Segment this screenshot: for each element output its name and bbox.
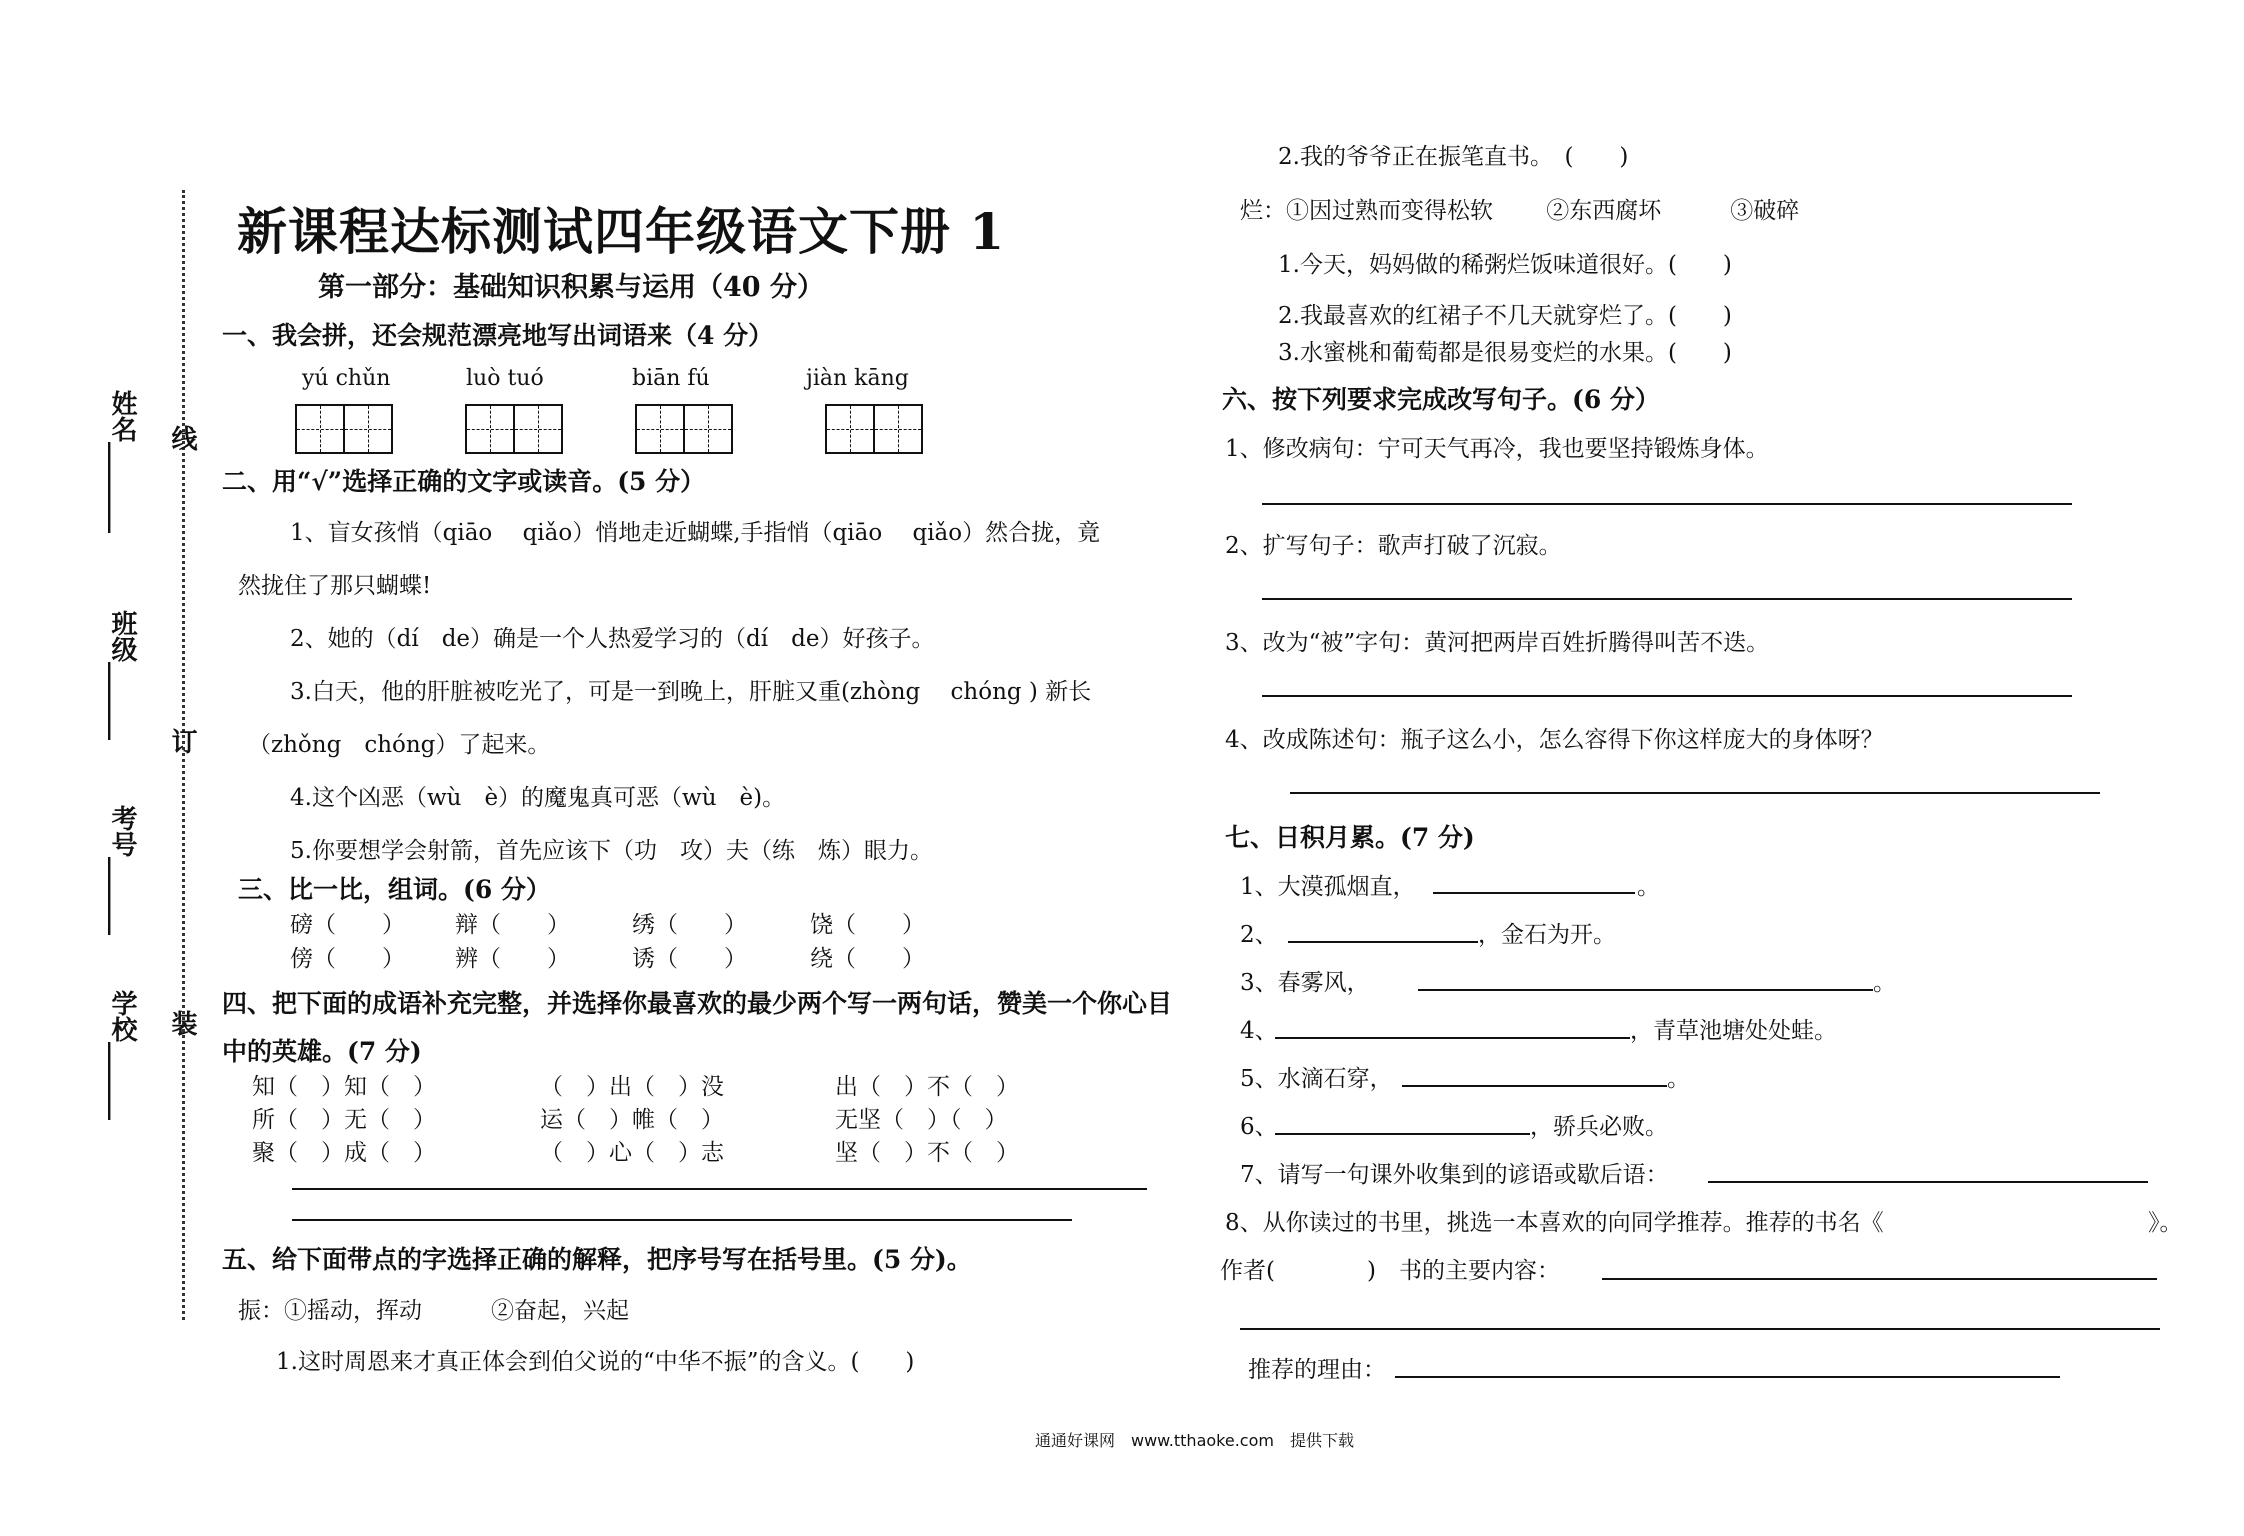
idiom: 出（ ）不（ ） xyxy=(835,1074,1019,1100)
verse-blank[interactable] xyxy=(1418,989,1873,991)
rewrite-question-4: 4、改成陈述句：瓶子这么小，怎么容得下你这样庞大的身体呀？ xyxy=(1225,727,1884,753)
section-2-line-7: 5.你要想学会射箭，首先应该下（功 攻）夫（练 炼）眼力。 xyxy=(290,838,933,864)
answer-line[interactable] xyxy=(292,1188,1147,1190)
idiom: 运（ ）帷（ ） xyxy=(540,1107,724,1133)
book-reason-blank[interactable] xyxy=(1395,1376,2060,1378)
book-reason-label: 推荐的理由： xyxy=(1248,1357,1386,1383)
idiom: 所（ ）无（ ） xyxy=(252,1107,436,1133)
binding-label-order: 订 xyxy=(167,728,197,754)
pinyin-2: luò tuó xyxy=(466,366,544,391)
verse-2: 2、 xyxy=(1240,922,1278,948)
lan-question-2: 2.我最喜欢的红裙子不几天就穿烂了。( ) xyxy=(1278,303,1732,329)
rewrite-question-1: 1、修改病句：宁可天气再冷，我也要坚持锻炼身体。 xyxy=(1225,436,1769,462)
proverb-question: 7、请写一句课外收集到的谚语或歇后语： xyxy=(1240,1162,1669,1188)
writing-grid-1[interactable] xyxy=(295,404,393,454)
book-content-blank[interactable] xyxy=(1602,1278,2157,1280)
verse-4-end: ，青草池塘处处蛙。 xyxy=(1630,1018,1837,1044)
writing-grid-3[interactable] xyxy=(635,404,733,454)
section-2-line-1: 1、盲女孩悄（qiāo qiǎo）悄地走近蝴蝶,手指悄（qiāo qiǎo）然合拢，竟 xyxy=(290,520,1101,546)
pinyin-1: yú chǔn xyxy=(302,366,391,391)
zhen-question-2: 2.我的爷爷正在振笔直书。 ( ) xyxy=(1278,144,1629,170)
compare-word: 磅（ ） xyxy=(290,912,405,938)
verse-1-end: 。 xyxy=(1637,874,1660,900)
verse-blank[interactable] xyxy=(1275,1037,1630,1039)
binding-label-line: 线 xyxy=(167,425,197,451)
pinyin-4: jiàn kāng xyxy=(806,366,909,391)
book-author-label: 作者( ) 书的主要内容： xyxy=(1220,1258,1560,1284)
compare-word: 绣（ ） xyxy=(632,912,747,938)
page-subtitle: 第一部分：基础知识积累与运用（40 分） xyxy=(318,272,824,303)
zhen-definitions: 振：①摇动，挥动 ②奋起，兴起 xyxy=(238,1298,629,1324)
compare-word: 辨（ ） xyxy=(455,946,570,972)
idiom: 知（ ）知（ ） xyxy=(252,1074,436,1100)
section-4-heading-cont: 中的英雄。(7 分) xyxy=(222,1037,422,1066)
section-6-heading: 六、按下列要求完成改写句子。(6 分） xyxy=(1222,385,1660,414)
verse-6: 6、 xyxy=(1240,1114,1278,1140)
answer-line[interactable] xyxy=(1262,695,2072,697)
verse-blank[interactable] xyxy=(1433,892,1635,894)
idiom: 坚（ ）不（ ） xyxy=(835,1140,1019,1166)
verse-3: 3、春雾风， xyxy=(1240,970,1370,996)
compare-word: 诱（ ） xyxy=(632,946,747,972)
idiom: （ ）心（ ）志 xyxy=(540,1140,724,1166)
rewrite-question-2: 2、扩写句子：歌声打破了沉寂。 xyxy=(1225,533,1562,559)
idiom: （ ）出（ ）没 xyxy=(540,1074,724,1100)
writing-grid-2[interactable] xyxy=(465,404,563,454)
compare-word: 饶（ ） xyxy=(810,912,925,938)
verse-3-end: 。 xyxy=(1873,970,1896,996)
book-question-end: 》。 xyxy=(2148,1210,2183,1236)
name-field-label: 姓名_______ xyxy=(107,390,137,533)
verse-4: 4、 xyxy=(1240,1018,1278,1044)
section-2-heading: 二、用“√”选择正确的文字或读音。(5 分） xyxy=(222,467,706,496)
verse-5: 5、水滴石穿， xyxy=(1240,1066,1393,1092)
page-title: 新课程达标测试四年级语文下册 1 xyxy=(237,202,1006,261)
verse-blank[interactable] xyxy=(1402,1085,1667,1087)
idiom: 无坚（ ）（ ） xyxy=(835,1107,1008,1133)
section-4-heading: 四、把下面的成语补充完整，并选择你最喜欢的最少两个写一两句话，赞美一个你心目 xyxy=(222,989,1173,1018)
lan-question-1: 1.今天，妈妈做的稀粥烂饭味道很好。( ) xyxy=(1278,252,1732,278)
binding-label-bind: 装 xyxy=(167,1010,197,1036)
verse-5-end: 。 xyxy=(1667,1066,1690,1092)
section-7-heading: 七、日积月累。(7 分) xyxy=(1225,823,1475,852)
zhen-question-1: 1.这时周恩来才真正体会到伯父说的“中华不振”的含义。( ) xyxy=(276,1349,915,1375)
answer-line[interactable] xyxy=(1290,792,2100,794)
lan-question-3: 3.水蜜桃和葡萄都是很易变烂的水果。( ) xyxy=(1278,340,1732,366)
lan-definitions: 烂：①因过熟而变得松软 ②东西腐坏 ③破碎 xyxy=(1240,198,1800,224)
class-field-label: 班级______ xyxy=(107,610,137,740)
answer-line[interactable] xyxy=(292,1219,1072,1221)
book-content-blank-2[interactable] xyxy=(1240,1328,2160,1330)
section-2-line-6: 4.这个凶恶（wù è）的魔鬼真可恶（wù è)。 xyxy=(290,785,786,811)
proverb-blank[interactable] xyxy=(1708,1181,2148,1183)
pinyin-3: biān fú xyxy=(632,366,710,391)
verse-blank[interactable] xyxy=(1288,941,1478,943)
compare-word: 傍（ ） xyxy=(290,946,405,972)
verse-1: 1、大漠孤烟直， xyxy=(1240,874,1416,900)
section-2-line-3: 2、她的（dí de）确是一个人热爱学习的（dí de）好孩子。 xyxy=(290,626,935,652)
idiom: 聚（ ）成（ ） xyxy=(252,1140,436,1166)
section-5-heading: 五、给下面带点的字选择正确的解释，把序号写在括号里。(5 分)。 xyxy=(222,1245,972,1274)
compare-word: 辩（ ） xyxy=(455,912,570,938)
exam-number-field-label: 考号______ xyxy=(107,805,137,935)
section-2-line-4: 3.白天，他的肝脏被吃光了，可是一到晚上，肝脏又重(zhòng chóng ) 新长 xyxy=(290,679,1092,705)
footer-source: 通通好课网 www.tthaoke.com 提供下载 xyxy=(1035,1431,1354,1450)
book-question: 8、从你读过的书里，挑选一本喜欢的向同学推荐。推荐的书名《 xyxy=(1225,1210,1884,1236)
compare-word: 绕（ ） xyxy=(810,946,925,972)
section-2-line-5: （zhǒng chóng）了起来。 xyxy=(248,732,551,758)
answer-line[interactable] xyxy=(1262,598,2072,600)
section-3-heading: 三、比一比，组词。(6 分） xyxy=(238,875,551,904)
verse-6-end: ，骄兵必败。 xyxy=(1530,1114,1668,1140)
rewrite-question-3: 3、改为“被”字句：黄河把两岸百姓折腾得叫苦不迭。 xyxy=(1225,630,1770,656)
section-1-heading: 一、我会拼，还会规范漂亮地写出词语来（4 分） xyxy=(222,321,774,350)
school-field-label: 学校______ xyxy=(107,990,137,1120)
verse-blank[interactable] xyxy=(1275,1133,1530,1135)
writing-grid-4[interactable] xyxy=(825,404,923,454)
section-2-line-2: 然拢住了那只蝴蝶! xyxy=(238,573,432,599)
answer-line[interactable] xyxy=(1262,503,2072,505)
binding-dotted-line xyxy=(182,190,185,1320)
verse-2-end: ，金石为开。 xyxy=(1478,922,1616,948)
